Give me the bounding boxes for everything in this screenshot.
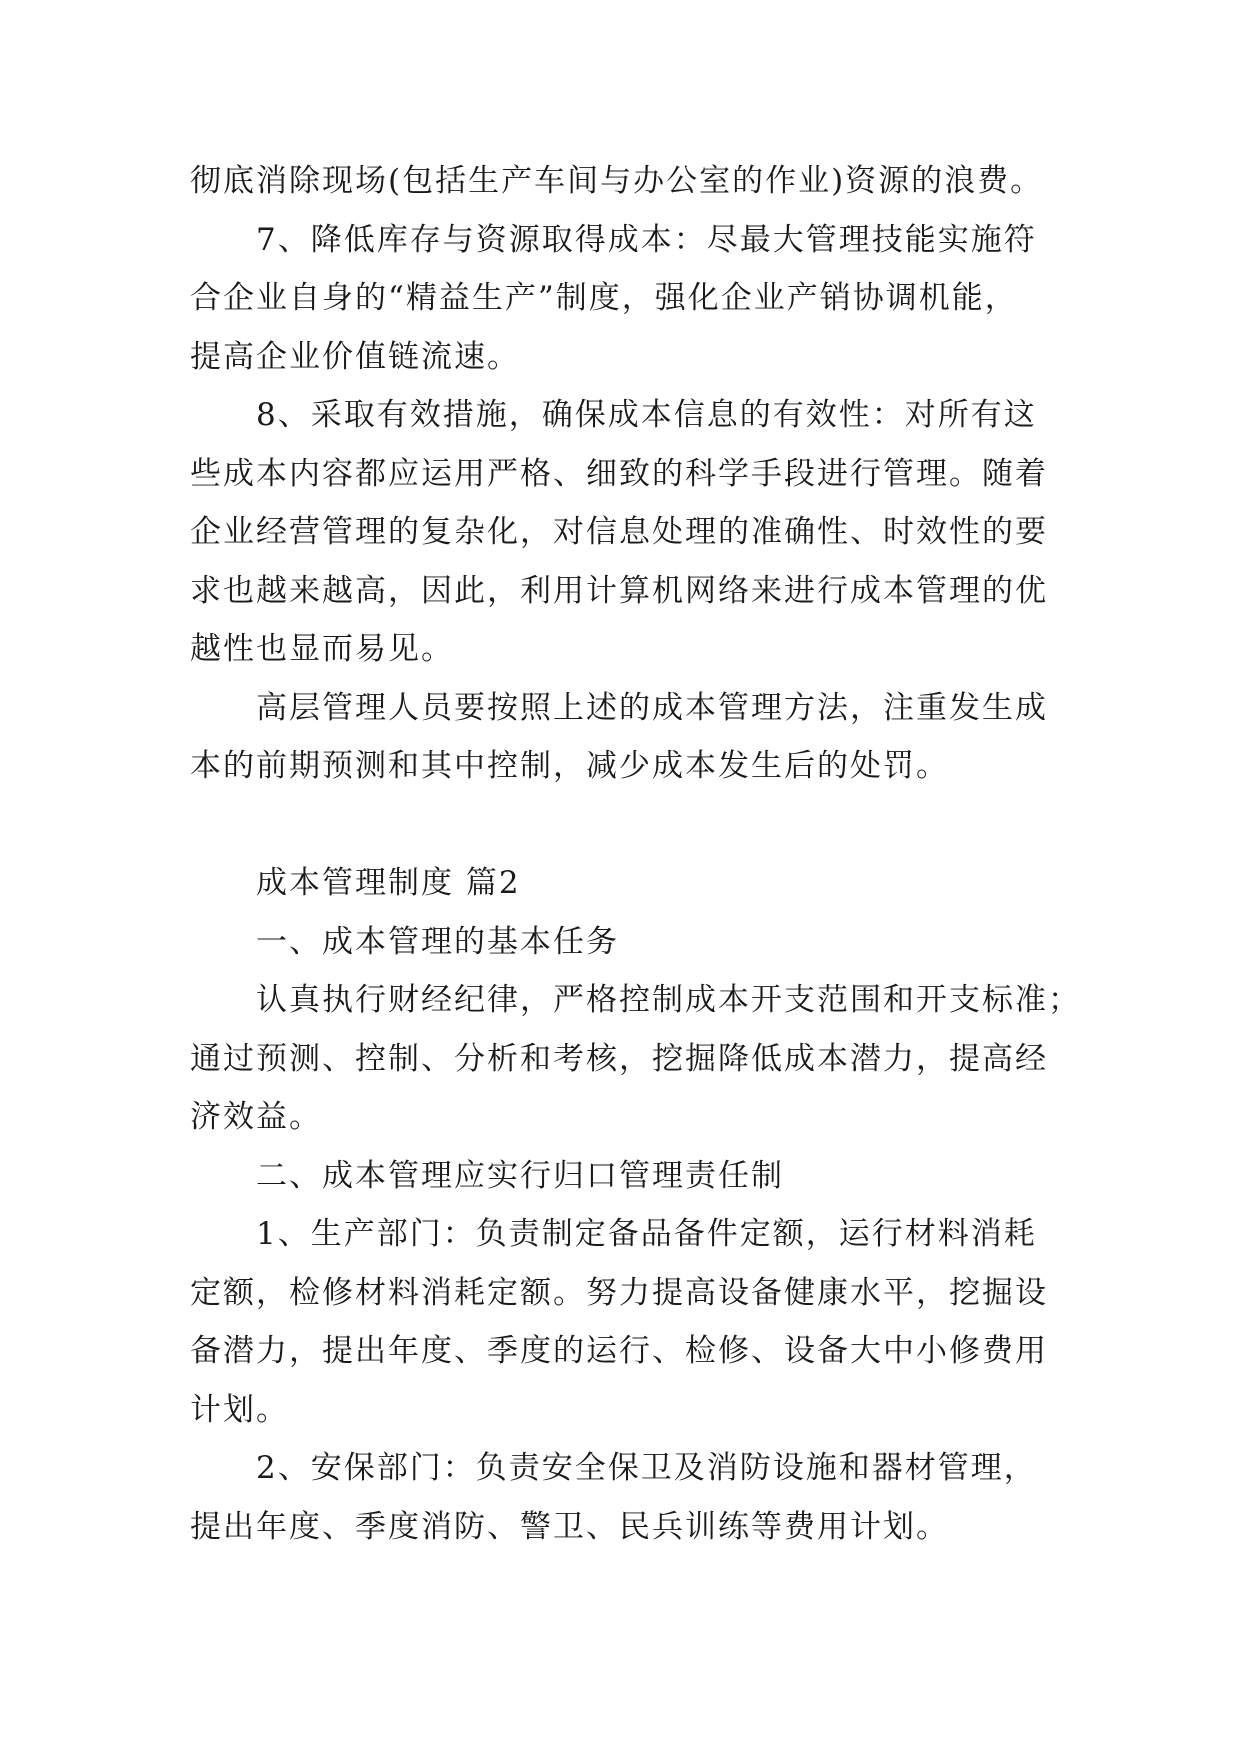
text-line: 越性也显而易见。 [190,631,454,667]
document-body [190,152,1081,1556]
text-line: 本的前期预测和其中控制，减少成本发生后的处罚。 [190,748,949,784]
paragraph-item-7 [190,211,1070,387]
text-line: 1、生产部门：负责制定备品备件定额，运行材料消耗 [256,1216,1037,1252]
heading-responsibility-system: 二、成本管理应实行归口管理责任制 [256,1157,784,1194]
paragraph-production-dept [190,1205,1070,1439]
section-title: 成本管理制度 篇2 [256,865,521,901]
text-line: 求也越来越高，因此，利用计算机网络来进行成本管理的优 [190,572,1048,609]
text-line: 济效益。 [190,1099,322,1135]
paragraph-basic-tasks [190,971,1081,1147]
text-line: 计划。 [190,1391,289,1428]
paragraph-continued [190,152,1070,211]
paragraph-item-8 [190,386,1070,679]
text-line: 些成本内容都应运用严格、细致的科学手段进行管理。随着 [190,455,1048,492]
text-line: 高层管理人员要按照上述的成本管理方法，注重发生成 [256,689,1048,726]
text-line: 合企业自身的“精益生产”制度，强化企业产销协调机能， [190,280,1018,316]
text-line: 备潜力，提出年度、季度的运行、检修、设备大中小修费用 [190,1333,1048,1369]
text-line: 定额，检修材料消耗定额。努力提高设备健康水平，挖掘设 [190,1274,1048,1311]
text-line: 企业经营管理的复杂化，对信息处理的准确性、时效性的要 [190,514,1048,550]
text-line: 提出年度、季度消防、警卫、民兵训练等费用计划。 [190,1508,949,1545]
text-line: 提高企业价值链流速。 [190,338,520,375]
text-line: 通过预测、控制、分析和考核，挖掘降低成本潜力，提高经 [190,1040,1048,1077]
section-spacer [190,796,1070,855]
text-line: 2、安保部门：负责安全保卫及消防设施和器材管理， [256,1450,1037,1486]
text-line: 认真执行财经纪律，严格控制成本开支范围和开支标准； [256,982,1081,1018]
text-line: 8、采取有效措施，确保成本信息的有效性：对所有这 [256,397,1037,433]
heading-basic-tasks: 一、成本管理的基本任务 [256,923,619,960]
paragraph-senior-management [190,679,1070,796]
text-line: 7、降低库存与资源取得成本：尽最大管理技能实施符 [256,221,1037,258]
paragraph-security-dept [190,1439,1070,1556]
text-line: 彻底消除现场(包括生产车间与办公室的作业)资源的浪费。 [190,163,1044,199]
